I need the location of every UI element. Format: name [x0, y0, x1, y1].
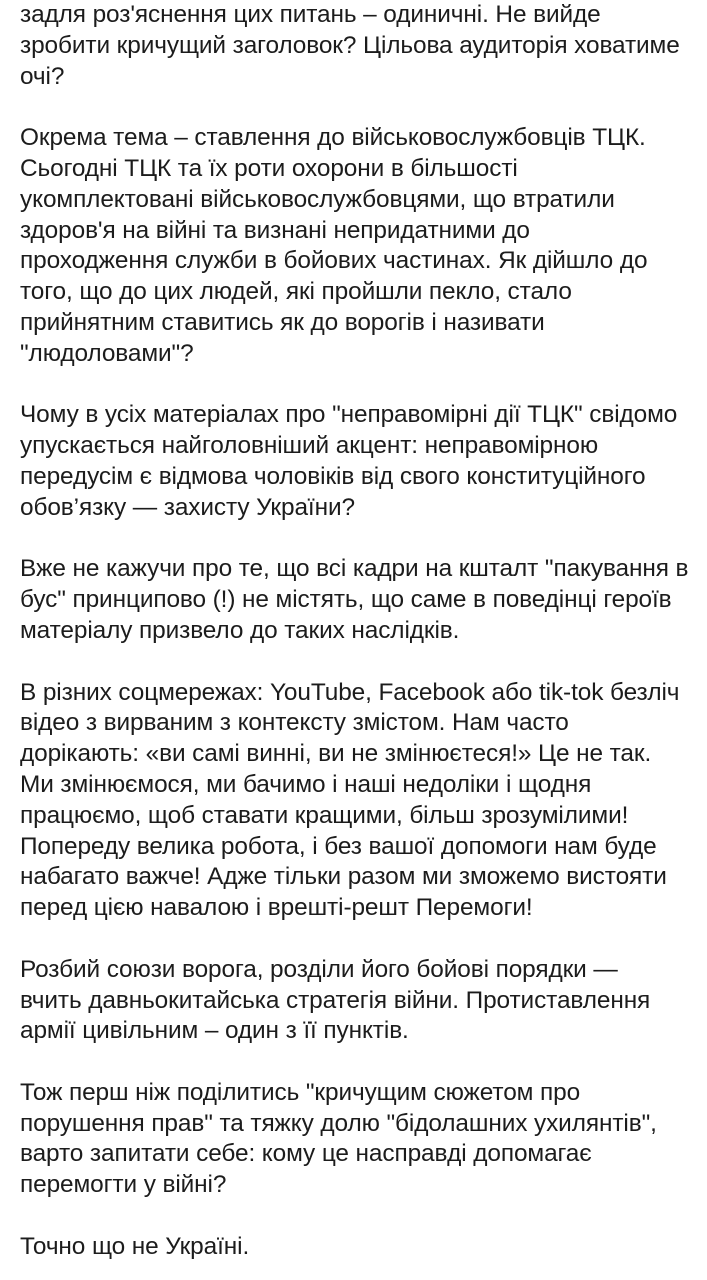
text-line: варто запитати себе: кому це насправді допомагає — [20, 1140, 592, 1168]
text-line: перемогти у війні? — [20, 1171, 227, 1199]
text-line: обов’язку — захисту України? — [20, 493, 355, 521]
text-line: Попереду велика робота, і без вашої допомоги нам буде — [20, 832, 657, 860]
text-line: Сьогодні ТЦК та їх роти охорони в більшості — [20, 154, 518, 182]
text-line: Окрема тема – ставлення до військовослужбовців ТЦК. — [20, 124, 646, 152]
text-line: задля роз'яснення цих питань – одиничні. Не вийде — [20, 1, 601, 28]
text-line: перед цією навалою і врешті-решт Перемоги! — [20, 894, 533, 922]
post-text-body — [20, 0, 700, 1263]
paragraph-gap — [20, 1047, 700, 1078]
paragraph — [20, 678, 700, 924]
text-line: того, що до цих людей, які пройшли пекло, стало — [20, 278, 572, 306]
text-line: матеріалу призвело до таких наслідків. — [20, 616, 460, 644]
text-line: відео з вирваним з контексту змістом. Нам часто — [20, 709, 569, 737]
paragraph — [20, 0, 700, 92]
paragraph-gap — [20, 924, 700, 955]
text-line: Ми змінюємося, ми бачимо і наші недоліки і щодня — [20, 770, 592, 798]
text-line: прийнятним ставитись як до ворогів і називати — [20, 308, 545, 336]
text-line: набагато важче! Адже тільки разом ми зможемо вистояти — [20, 863, 667, 891]
paragraph-gap — [20, 92, 700, 123]
text-line: дорікають: «ви самі винні, ви не змінюєтеся!» Це не так. — [20, 740, 652, 768]
paragraph — [20, 955, 700, 1047]
text-line: передусім є відмова чоловіків від свого конституційного — [20, 462, 646, 490]
text-line: укомплектовані військовослужбовцями, що втратили — [20, 185, 615, 213]
text-line: армії цивільним – один з її пунктів. — [20, 1017, 409, 1045]
paragraph — [20, 1232, 700, 1263]
paragraph-gap — [20, 524, 700, 555]
paragraph-gap — [20, 1201, 700, 1232]
text-line: працюємо, щоб ставати кращими, більш зрозумілими! — [20, 801, 629, 829]
text-line: проходження служби в бойових частинах. Як дійшло до — [20, 247, 648, 275]
text-line: бус" принципово (!) не містять, що саме в поведінці героїв — [20, 586, 672, 614]
text-line: В різних соцмережах: YouTube, Facebook або tik-tok безліч — [20, 678, 680, 706]
text-line: Тож перш ніж поділитись "кричущим сюжетом про — [20, 1078, 581, 1106]
paragraph-gap — [20, 647, 700, 678]
text-line: здоров'я на війні та визнані непридатними до — [20, 216, 530, 244]
paragraph — [20, 123, 700, 369]
text-line: Точно що не Україні. — [20, 1232, 250, 1260]
text-line: Вже не кажучи про те, що всі кадри на кшталт "пакування в — [20, 555, 689, 583]
text-line: очі? — [20, 62, 65, 90]
paragraph — [20, 400, 700, 523]
text-line: Розбий союзи ворога, розділи його бойові порядки — — [20, 955, 618, 983]
text-line: Чому в усіх матеріалах про "неправомірні дії ТЦК" свідомо — [20, 401, 678, 429]
text-line: зробити кричущий заголовок? Цільова аудиторія ховатиме — [20, 31, 680, 59]
paragraph — [20, 1078, 700, 1201]
text-line: вчить давньокитайська стратегія війни. Протиставлення — [20, 986, 651, 1014]
text-line: упускається найголовніший акцент: неправомірною — [20, 432, 599, 460]
paragraph — [20, 554, 700, 646]
text-line: порушення прав" та тяжку долю "бідолашних ухилянтів", — [20, 1109, 657, 1137]
paragraph-gap — [20, 370, 700, 401]
text-line: "людоловами"? — [20, 339, 194, 367]
